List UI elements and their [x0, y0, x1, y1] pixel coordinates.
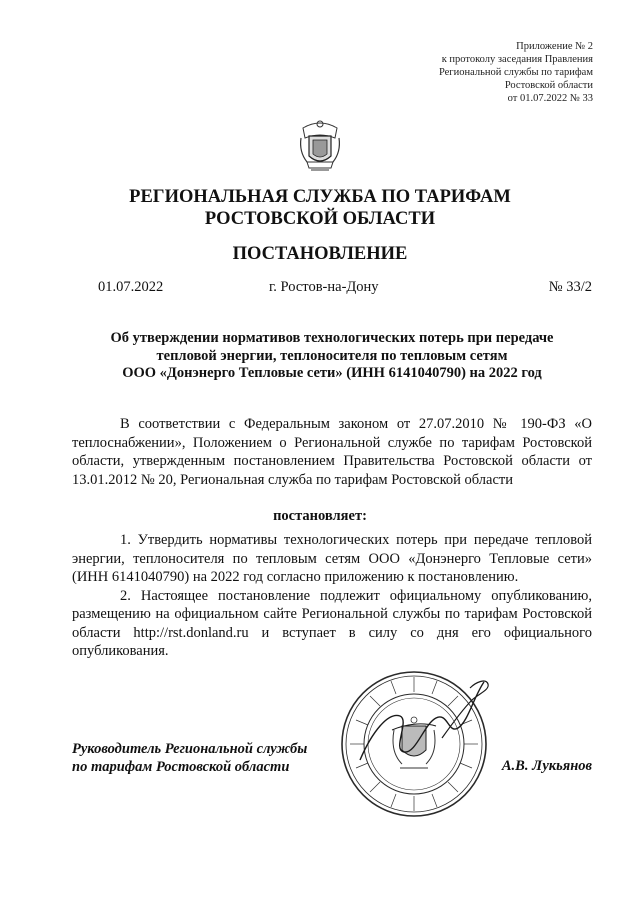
decree-word: постановляет: [273, 508, 367, 524]
coat-of-arms-icon [297, 116, 343, 176]
subject-line: ООО «Донэнерго Тепловые сети» (ИНН 6141040790) на 2022 год [122, 365, 542, 381]
annex-reference [439, 40, 593, 105]
annex-line: Ростовской области [504, 80, 593, 91]
signer-title-line: по тарифам Ростовской области [72, 759, 290, 775]
decree-items [72, 531, 592, 661]
signer-title [72, 740, 307, 776]
handwritten-signature-icon [352, 672, 492, 782]
document-subject [72, 330, 592, 383]
organization-title [0, 186, 640, 230]
document-city: г. Ростов-на-Дону [269, 279, 379, 295]
document-number: № 33/2 [548, 279, 592, 295]
signer-name: А.В. Лукьянов [501, 758, 592, 774]
preamble-paragraph: В соответствии с Федеральным законом от 27.07.2010 № 190-ФЗ «О теплоснабжении», Положением о Региональной службе по тарифам Ростовской области, утвержденным постановлением Правительства Ростовской области от 13.01.2012 № 20, Региональная служба по тарифам Ростовской области [72, 416, 592, 488]
organization-line: РЕГИОНАЛЬНАЯ СЛУЖБА ПО ТАРИФАМ [129, 187, 511, 207]
document-date: 01.07.2022 [98, 279, 164, 295]
subject-line: тепловой энергии, теплоносителя по тепловым сетям [156, 347, 508, 364]
annex-line: Приложение № 2 [516, 41, 593, 52]
signer-title-line: Руководитель Региональной службы [72, 741, 308, 757]
decree-item: 1. Утвердить нормативы технологических потерь при передаче тепловой энергии, теплоносителя по тепловым сетям ООО «Донэнерго Тепловые сети» (ИНН 6141040790) на 2022 год согласно приложению к постановлению. [72, 532, 592, 585]
subject-line: Об утверждении нормативов технологических потерь при передаче [110, 330, 554, 346]
annex-line: Региональной службы по тарифам [438, 67, 593, 78]
organization-line: РОСТОВСКОЙ ОБЛАСТИ [204, 209, 436, 229]
decree-item: 2. Настоящее постановление подлежит официальному опубликованию, размещению на официальном сайте Региональной службы по тарифам Ростовской области http://rst.donland.ru и вступает в силу со дня его официального опубликования. [72, 587, 592, 659]
annex-line: к протоколу заседания Правления [441, 54, 593, 65]
annex-line: от 01.07.2022 № 33 [507, 93, 593, 104]
document-type: ПОСТАНОВЛЕНИЕ [232, 244, 408, 264]
document-meta [98, 279, 592, 299]
